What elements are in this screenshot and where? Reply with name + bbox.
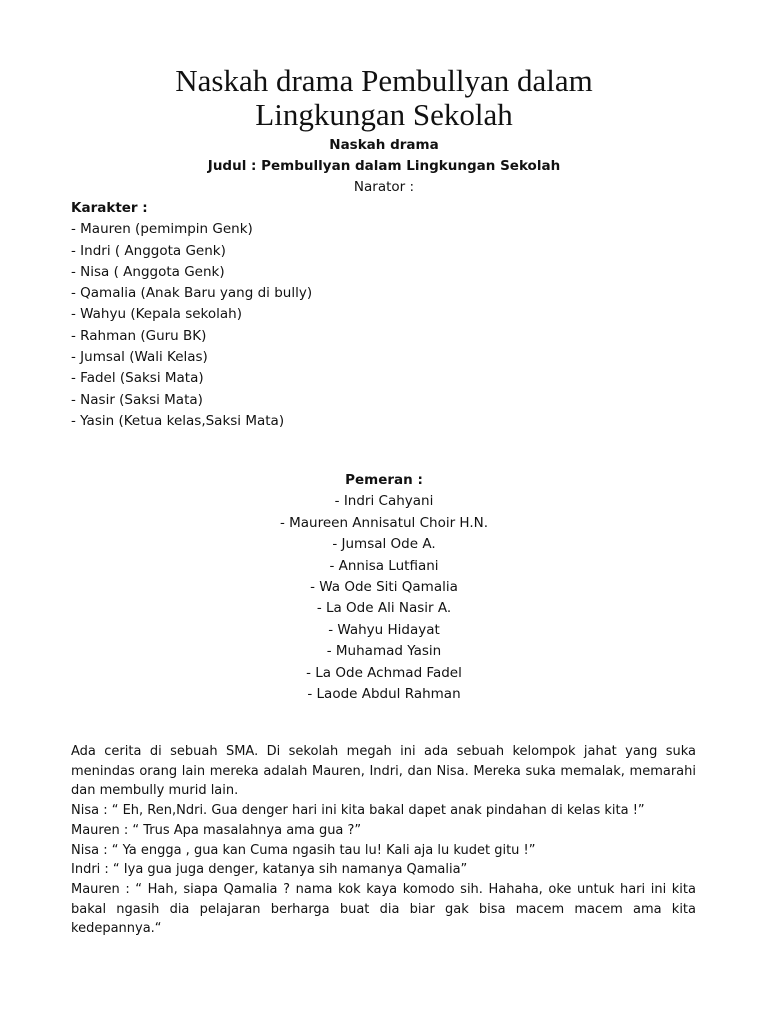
pemeran-item: - Laode Abdul Rahman (307, 686, 461, 703)
pemeran-item: - Indri Cahyani (334, 493, 434, 510)
karakter-item: - Jumsal (Wali Kelas) (71, 349, 208, 366)
pemeran-item: - Wa Ode Siti Qamalia (310, 579, 458, 596)
dialogue-line: Mauren : “ Trus Apa masalahnya ama gua ?” (71, 822, 362, 838)
title-line-2: Lingkungan Sekolah (255, 97, 513, 132)
karakter-item: - Indri ( Anggota Genk) (71, 242, 226, 259)
pemeran-item: - La Ode Achmad Fadel (306, 664, 462, 681)
karakter-item: - Yasin (Ketua kelas,Saksi Mata) (71, 412, 285, 429)
dialogue-line: Mauren : “ Hah, siapa Qamalia ? nama kok kaya komodo sih. Hahaha, oke untuk hari ini kita bakal ngasih dia pelajaran berharga buat dia biar gak bisa macem macem ama kita kedepannya.“ (71, 881, 696, 937)
document-title (0, 64, 768, 132)
pemeran-item: - La Ode Ali Nasir A. (316, 600, 452, 617)
story-section (71, 742, 696, 939)
dialogue-line: Nisa : “ Ya engga , gua kan Cuma ngasih tau lu! Kali aja lu kudet gitu !” (71, 842, 536, 858)
karakter-item: - Fadel (Saksi Mata) (71, 370, 204, 387)
karakter-item: - Mauren (pemimpin Genk) (71, 221, 253, 238)
pemeran-item: - Annisa Lutfiani (329, 557, 439, 574)
pemeran-item: - Muhamad Yasin (326, 643, 442, 660)
subtitle: Naskah drama (329, 137, 439, 153)
judul-line: Judul : Pembullyan dalam Lingkungan Sekolah (207, 158, 561, 174)
pemeran-item: - Jumsal Ode A. (332, 536, 436, 553)
dialogue-line: Indri : “ Iya gua juga denger, katanya sih namanya Qamalia” (71, 862, 468, 878)
title-line-1: Naskah drama Pembullyan dalam (175, 63, 593, 98)
karakter-item: - Qamalia (Anak Baru yang di bully) (71, 285, 313, 302)
karakter-item: - Nisa ( Anggota Genk) (71, 263, 225, 280)
narator-line: Narator : (353, 179, 415, 195)
pemeran-item: - Wahyu Hidayat (328, 621, 440, 638)
pemeran-section (0, 470, 768, 705)
karakter-item: - Wahyu (Kepala sekolah) (71, 306, 243, 323)
karakter-item: - Nasir (Saksi Mata) (71, 391, 203, 408)
karakter-item: - Rahman (Guru BK) (71, 327, 207, 344)
pemeran-heading: Pemeran : (345, 472, 423, 488)
karakter-heading: Karakter : (71, 200, 148, 216)
dialogue-line: Nisa : “ Eh, Ren,Ndri. Gua denger hari ini kita bakal dapet anak pindahan di kelas kita !” (71, 803, 645, 819)
pemeran-item: - Maureen Annisatul Choir H.N. (279, 514, 489, 531)
story-paragraph: Ada cerita di sebuah SMA. Di sekolah megah ini ada sebuah kelompok jahat yang suka menindas orang lain mereka adalah Mauren, Indri, dan Nisa. Mereka suka memalak, memarahi dan membully murid lain. (71, 744, 696, 799)
karakter-section (71, 198, 312, 432)
